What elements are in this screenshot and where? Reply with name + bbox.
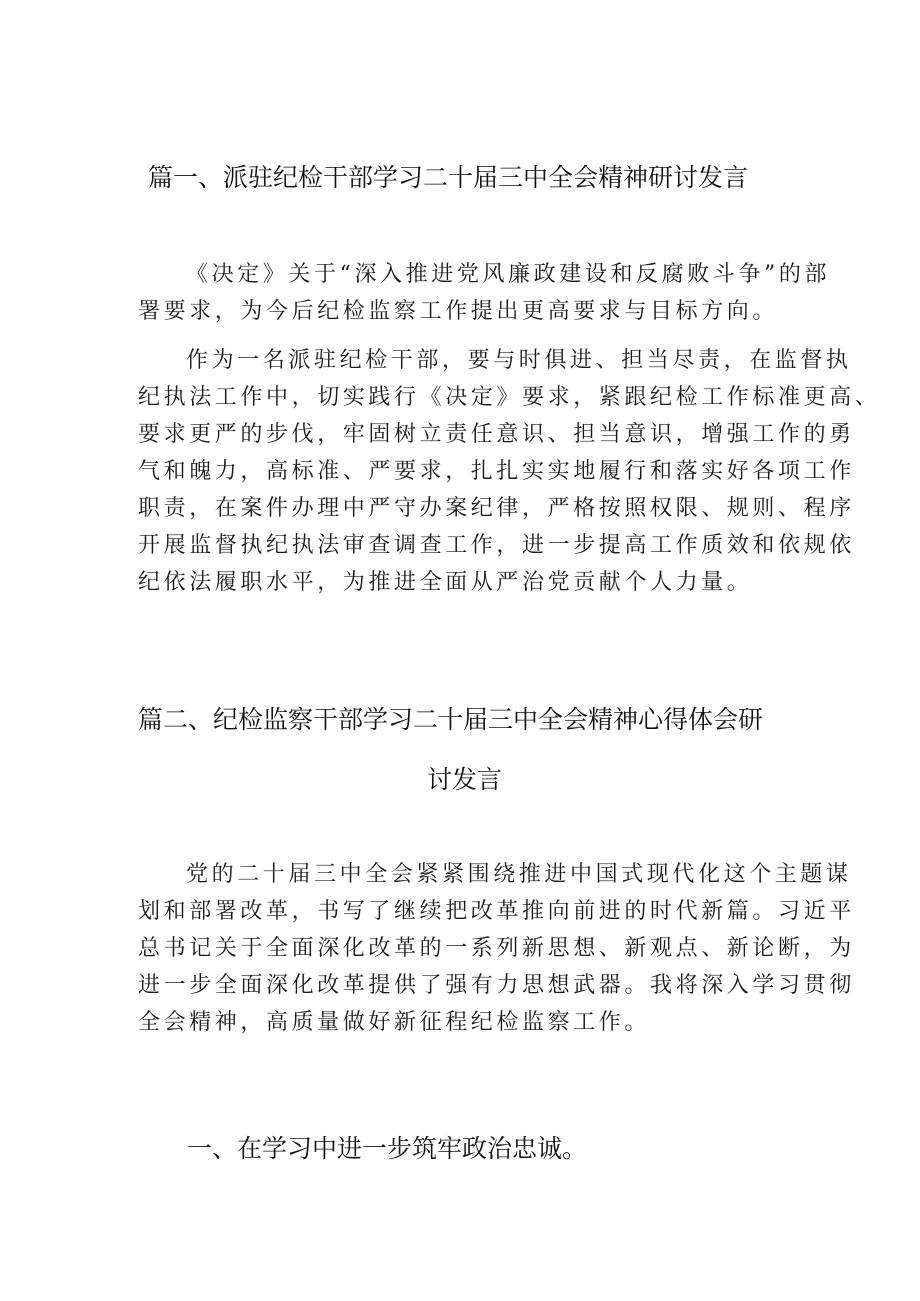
section1-paragraph2 (138, 342, 881, 601)
paragraph-line: 进一步全面深化改革提供了强有力思想武器。我将深入学习贯彻 (138, 973, 855, 998)
paragraph-line: 党的二十届三中全会紧紧围绕推进中国式现代化这个主题谋 (186, 862, 852, 887)
paragraph-line: 署要求，为今后纪检监察工作提出更高要求与目标方向。 (138, 299, 779, 324)
section2-title-line1: 篇二、纪检监察干部学习二十届三中全会精神心得体会研 (138, 705, 764, 734)
paragraph-line: 气和魄力，高标准、严要求，扎扎实实地履行和落实好各项工作 (138, 459, 855, 484)
paragraph-line: 职责，在案件办理中严守办案纪律，严格按照权限、规则、程序 (138, 496, 855, 521)
paragraph-line: 纪执法工作中，切实践行《决定》要求，紧跟纪检工作标准更高、 (138, 385, 881, 410)
section2-title-line2: 讨发言 (427, 765, 503, 794)
paragraph-line: 作为一名派驻纪检干部，要与时俱进、担当尽责，在监督执 (186, 348, 852, 373)
paragraph-line: 开展监督执纪执法审查调查工作，进一步提高工作质效和依规依 (138, 533, 855, 558)
paragraph-line: 总书记关于全面深化改革的一系列新思想、新观点、新论断，为 (138, 936, 855, 961)
paragraph-line: 要求更严的步伐，牢固树立责任意识、担当意识，增强工作的勇 (138, 422, 855, 447)
section2-paragraph1 (138, 856, 855, 1041)
paragraph-line: 纪依法履职水平，为推进全面从严治党贡献个人力量。 (138, 570, 753, 595)
section1-title: 篇一、派驻纪检干部学习二十届三中全会精神研讨发言 (148, 163, 749, 192)
paragraph-line: 全会精神，高质量做好新征程纪检监察工作。 (138, 1010, 651, 1035)
section1-paragraph1 (138, 256, 831, 330)
paragraph-line: 《决定》关于“深入推进党风廉政建设和反腐败斗争”的部 (186, 262, 831, 287)
section2-subheading: 一、在学习中进一步筑牢政治忠诚。 (187, 1134, 588, 1163)
paragraph-line: 划和部署改革，书写了继续把改革推向前进的时代新篇。习近平 (138, 899, 855, 924)
